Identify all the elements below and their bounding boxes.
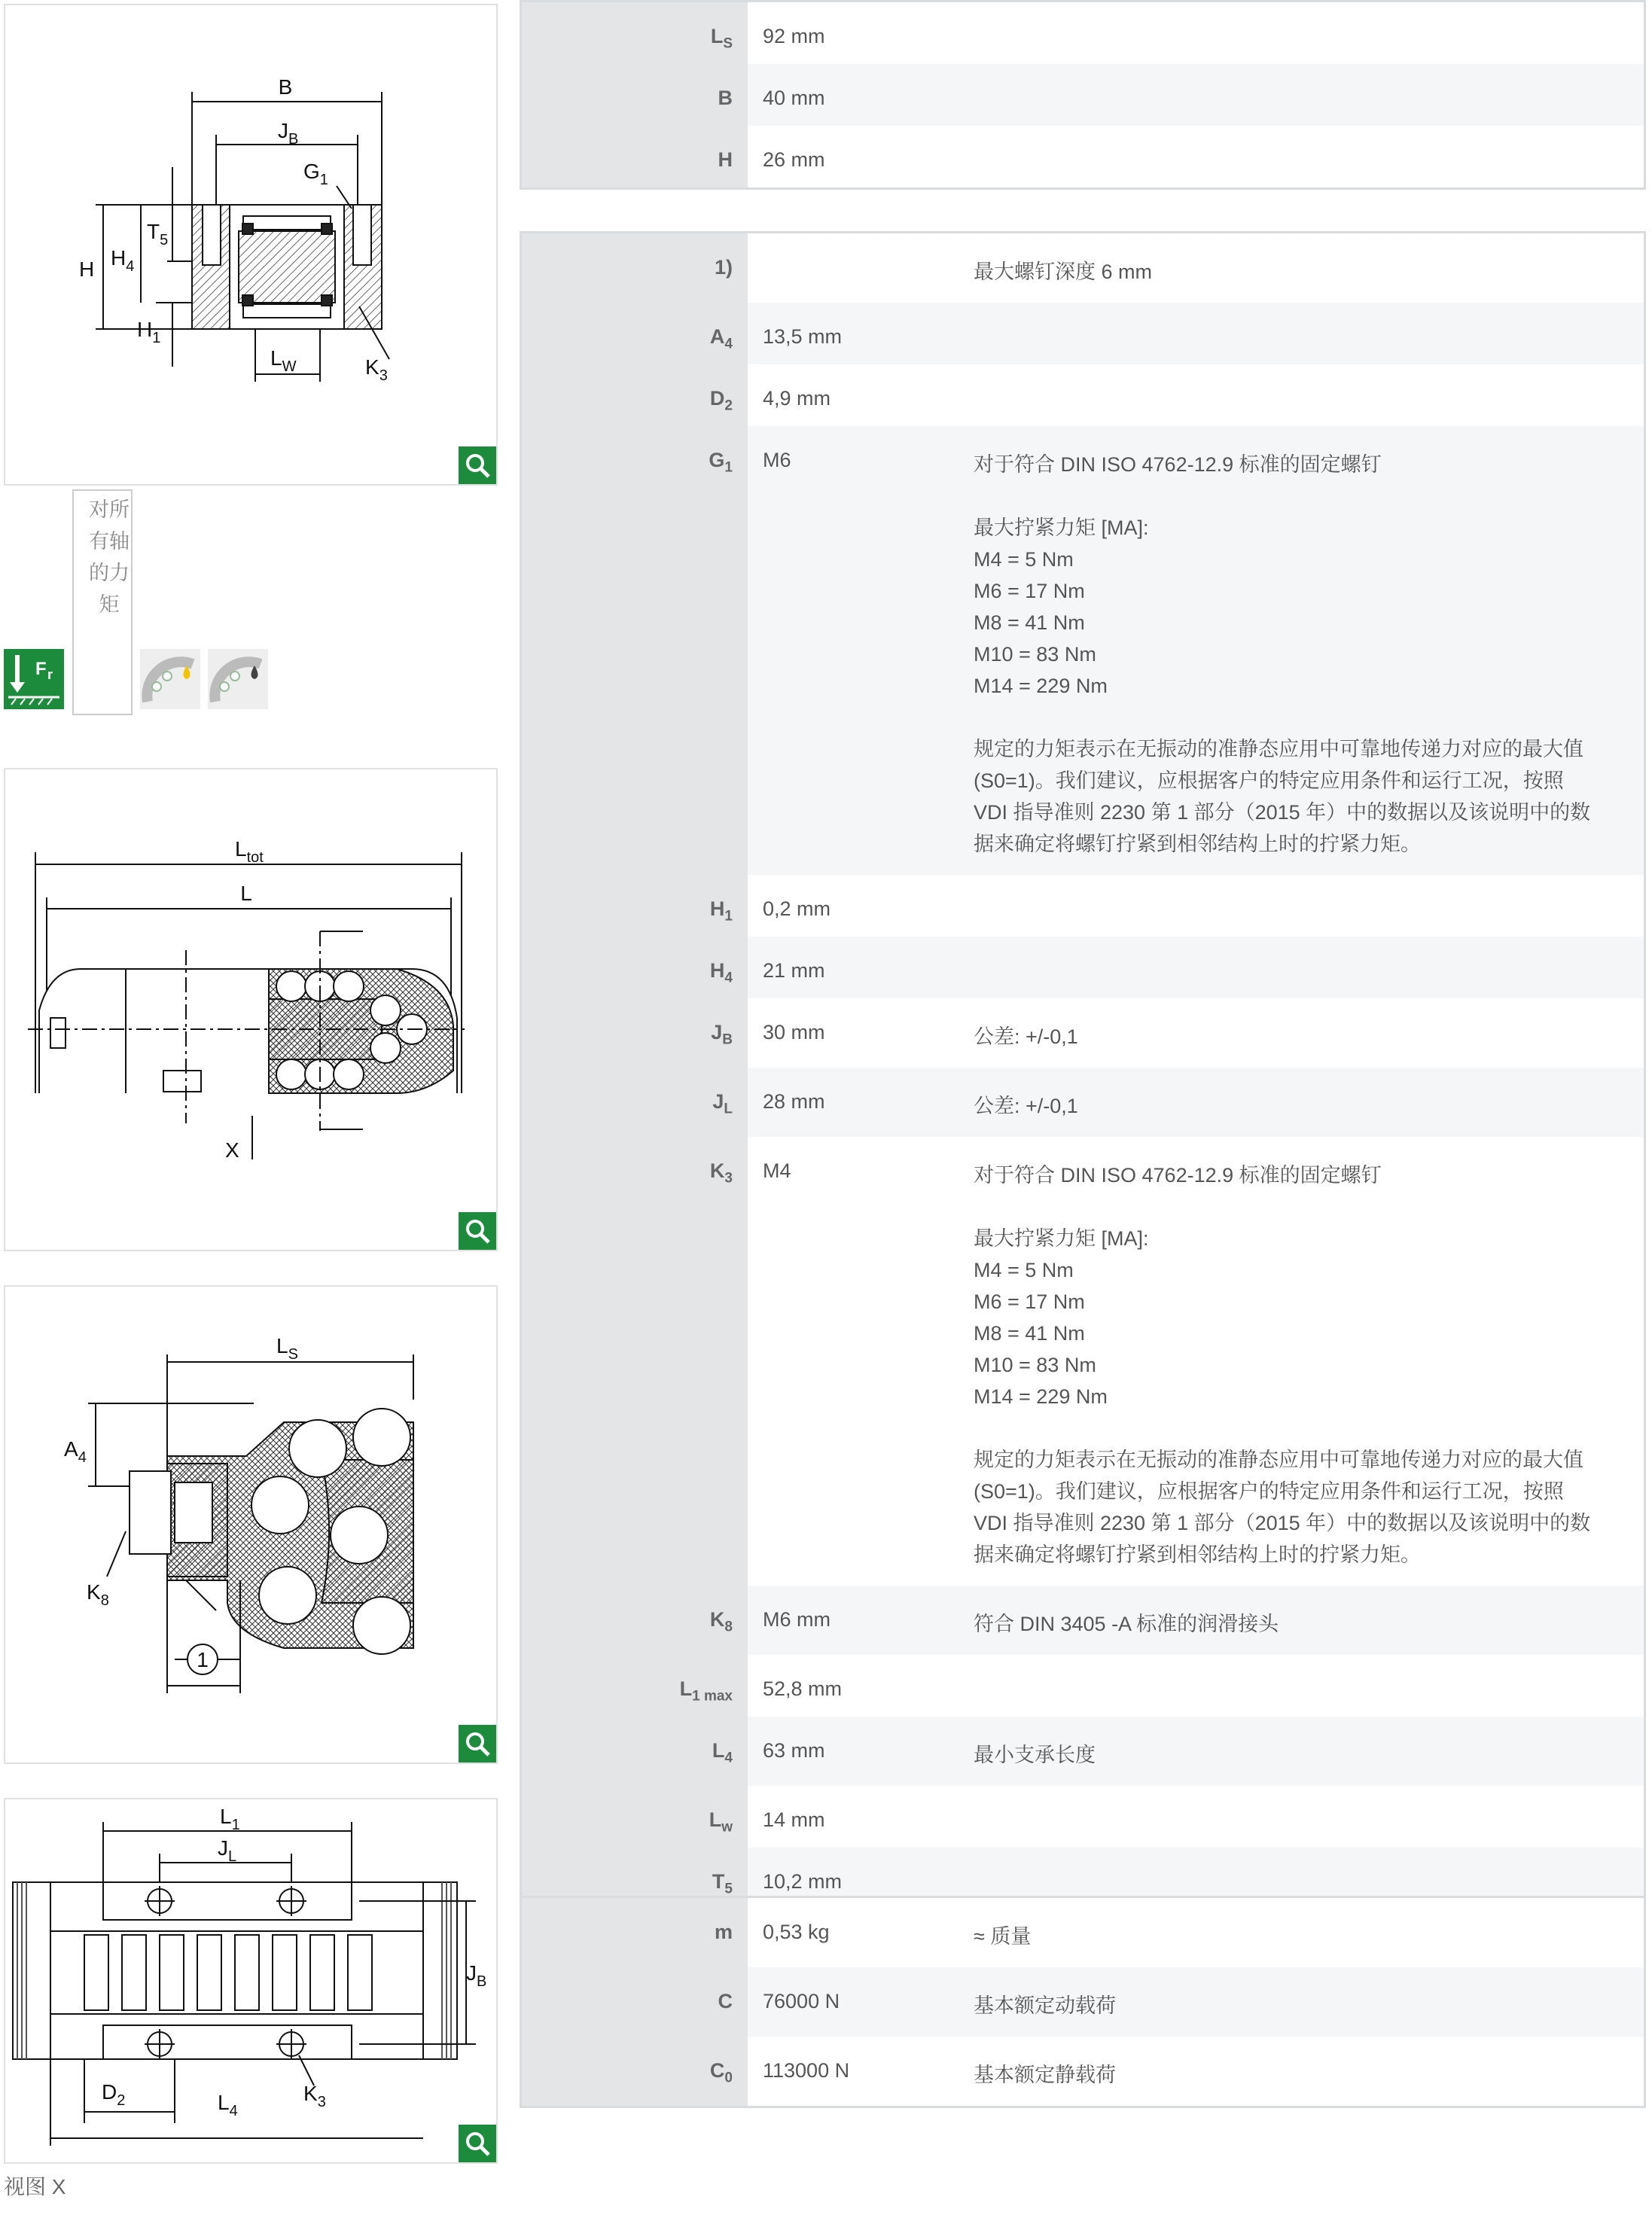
note-line: M6 = 17 Nm <box>974 1290 1085 1313</box>
value-cell: 76000 N <box>763 1990 840 2012</box>
note-line: 基本额定静载荷 <box>974 2064 1116 2086</box>
symbol-cell: $G_1$ <box>522 426 748 875</box>
symbol-cell: $C_0$ <box>522 2037 748 2106</box>
symbol-cell: H <box>522 126 748 187</box>
view-label-X: X <box>225 1138 239 1162</box>
note-cell <box>974 1717 1644 1786</box>
table-row <box>522 1655 1644 1717</box>
table-row <box>522 126 1644 187</box>
dim-label-Ltot: $L_{tot}$ <box>235 837 264 866</box>
note-line: VDI 指导准则 2230 第 1 部分（2015 年）中的数据以及该说明中的数 <box>974 1512 1591 1534</box>
table-row <box>522 1967 1644 2037</box>
value-cell: 10,2 mm <box>763 1870 843 1893</box>
symbol-cell: 1) <box>522 233 748 303</box>
table-row <box>522 426 1644 875</box>
grease-lubrication-icon <box>140 649 200 709</box>
note-line: 公差: +/-0,1 <box>974 1025 1078 1048</box>
table-row <box>522 937 1644 998</box>
dim-label-LW: $L_W$ <box>270 346 297 375</box>
dim-label-H4: $H_4$ <box>111 246 135 275</box>
callout-label-1: 1 <box>197 1648 209 1671</box>
note-line: 规定的力矩表示在无振动的准静态应用中可靠地传递力对应的最大值 <box>974 738 1583 760</box>
main-dimensions-table <box>520 0 1646 190</box>
note-cell <box>974 1586 1644 1655</box>
note-line: 最小支承长度 <box>974 1744 1096 1766</box>
note-line: 符合 DIN 3405 -A 标准的润滑接头 <box>974 1613 1279 1635</box>
symbol-cell: $K_3$ <box>522 1137 748 1586</box>
moment-all-axes-image: 对所有轴的力矩 <box>72 489 133 715</box>
zoom-icon[interactable] <box>459 1725 496 1763</box>
note-line: 最大拧紧力矩 [MA]: <box>974 1227 1149 1250</box>
note-cell <box>974 1068 1644 1137</box>
note-cell <box>974 1786 1644 1848</box>
note-line: M14 = 229 Nm <box>974 675 1108 697</box>
note-cell <box>974 64 1644 126</box>
note-cell <box>974 1898 1644 1967</box>
zoom-icon[interactable] <box>459 446 496 484</box>
table-row <box>522 303 1644 364</box>
symbol-cell: $H_1$ <box>522 875 748 937</box>
note-line: M4 = 5 Nm <box>974 1259 1074 1281</box>
table-row <box>522 1586 1644 1655</box>
svg-text:F: F <box>35 659 47 679</box>
note-line: M8 = 41 Nm <box>974 611 1085 634</box>
note-line: ≈ 质量 <box>974 1925 1032 1948</box>
note-line: 对于符合 DIN ISO 4762-12.9 标准的固定螺钉 <box>974 1164 1382 1187</box>
symbol-cell: $J_B$ <box>522 998 748 1068</box>
dim-label-L4: $L_4$ <box>218 2091 238 2119</box>
note-line: 基本额定动载荷 <box>974 1994 1116 2017</box>
value-cell: 30 mm <box>763 1021 825 1043</box>
symbol-cell: $J_L$ <box>522 1068 748 1137</box>
value-cell: 13,5 mm <box>763 325 843 348</box>
note-line: 公差: +/-0,1 <box>974 1095 1078 1117</box>
note-line: 据来确定将螺钉拧紧到相邻结构上时的拧紧力矩。 <box>974 1543 1421 1566</box>
value-cell <box>748 233 974 303</box>
dim-label-B: B <box>278 75 293 99</box>
note-cell <box>974 2037 1644 2106</box>
table-row <box>522 1717 1644 1786</box>
note-cell <box>974 998 1644 1068</box>
table-row <box>522 64 1644 126</box>
dim-label-JB: $J_B$ <box>278 119 299 148</box>
dim-label-K3: $K_3$ <box>365 355 388 384</box>
dim-label-LS: $L_S$ <box>276 1334 298 1363</box>
table-row <box>522 1068 1644 1137</box>
table-row <box>522 2 1644 64</box>
table-row <box>522 1898 1644 1967</box>
oil-lubrication-icon <box>208 649 268 709</box>
value-cell: M4 <box>763 1159 791 1182</box>
side-view-figure[interactable] <box>4 768 498 1251</box>
table-row <box>522 1786 1644 1848</box>
value-cell: 4,9 mm <box>763 387 831 410</box>
symbol-cell: $H_4$ <box>522 937 748 998</box>
note-line: M10 = 83 Nm <box>974 643 1096 666</box>
value-cell: 14 mm <box>763 1808 825 1831</box>
note-line: 最大拧紧力矩 [MA]: <box>974 516 1149 539</box>
note-line: 最大螺钉深度 6 mm <box>974 260 1153 283</box>
table-row <box>522 875 1644 937</box>
load-ratings-table <box>520 1896 1646 2108</box>
lubrication-detail-figure[interactable] <box>4 1285 498 1764</box>
value-cell: 63 mm <box>763 1739 825 1762</box>
dim-label-D2: $D_2$ <box>102 2080 126 2109</box>
note-cell <box>974 1655 1644 1717</box>
view-caption: 视图 X <box>4 2175 66 2198</box>
symbol-cell: B <box>522 64 748 126</box>
value-cell: 52,8 mm <box>763 1677 843 1700</box>
note-line: (S0=1)。我们建议，应根据客户的特定应用条件和运行工况，按照 <box>974 1480 1564 1503</box>
note-line <box>974 702 1636 733</box>
dim-label-L: L <box>240 882 252 905</box>
symbol-cell: $T_5$ <box>522 1848 748 1909</box>
note-cell <box>974 426 1644 875</box>
table-row <box>522 1137 1644 1586</box>
note-cell <box>974 303 1644 364</box>
dim-label-JB: $J_B$ <box>466 1961 487 1990</box>
value-cell: 0,53 kg <box>763 1921 830 1943</box>
note-line: M10 = 83 Nm <box>974 1354 1096 1376</box>
dim-label-T5: $T_5$ <box>147 220 169 248</box>
note-line: M4 = 5 Nm <box>974 548 1074 571</box>
value-cell: M6 <box>763 449 791 471</box>
zoom-icon[interactable] <box>459 1212 496 1250</box>
symbol-cell: $L_4$ <box>522 1717 748 1786</box>
top-view-drawing <box>5 1799 496 2162</box>
value-cell: 113000 N <box>763 2059 850 2082</box>
dim-label-A4: $A_4$ <box>64 1437 87 1466</box>
dim-label-K8: $K_8$ <box>87 1580 109 1609</box>
symbol-cell: m <box>522 1898 748 1967</box>
value-cell: M6 mm <box>763 1608 831 1631</box>
note-line: (S0=1)。我们建议，应根据客户的特定应用条件和运行工况，按照 <box>974 769 1564 792</box>
lubrication-detail-drawing <box>5 1287 496 1763</box>
note-cell <box>974 2 1644 64</box>
note-line: M6 = 17 Nm <box>974 580 1085 602</box>
top-view-figure[interactable] <box>4 1798 498 2164</box>
symbol-cell: C <box>522 1967 748 2037</box>
note-line <box>974 1412 1636 1444</box>
side-view-drawing <box>5 769 496 1250</box>
note-line <box>974 480 1636 512</box>
note-cell <box>974 1967 1644 2037</box>
symbol-cell: $A_4$ <box>522 303 748 364</box>
value-cell: 92 mm <box>763 25 825 47</box>
dim-label-G1: $G_1$ <box>303 160 328 188</box>
svg-text:r: r <box>47 667 53 682</box>
value-cell: 0,2 mm <box>763 897 831 920</box>
radial-load-icon <box>4 649 64 709</box>
note-cell <box>974 937 1644 998</box>
symbol-cell: $K_8$ <box>522 1586 748 1655</box>
symbol-cell: $L_S$ <box>522 2 748 64</box>
zoom-icon[interactable] <box>459 2125 496 2162</box>
cross-section-drawing <box>5 5 496 484</box>
value-cell: 26 mm <box>763 148 825 171</box>
note-cell <box>974 233 1644 303</box>
note-line: M8 = 41 Nm <box>974 1322 1085 1345</box>
note-line: 规定的力矩表示在无振动的准静态应用中可靠地传递力对应的最大值 <box>974 1449 1583 1471</box>
symbol-cell: $L_{1 max}$ <box>522 1655 748 1717</box>
note-cell <box>974 126 1644 187</box>
dim-label-L1: $L_1$ <box>220 1805 240 1833</box>
note-line: 据来确定将螺钉拧紧到相邻结构上时的拧紧力矩。 <box>974 833 1421 855</box>
table-row <box>522 2037 1644 2106</box>
mounting-dimensions-table <box>520 231 1646 1912</box>
note-line <box>974 1191 1636 1223</box>
symbol-cell: $L_w$ <box>522 1786 748 1848</box>
table-row <box>522 998 1644 1068</box>
value-cell: 28 mm <box>763 1090 825 1113</box>
note-line: 对于符合 DIN ISO 4762-12.9 标准的固定螺钉 <box>974 453 1382 476</box>
table-row <box>522 364 1644 426</box>
value-cell: 40 mm <box>763 87 825 109</box>
dim-label-H1: $H_1$ <box>137 318 161 346</box>
symbol-cell: $D_2$ <box>522 364 748 426</box>
note-line: M14 = 229 Nm <box>974 1385 1108 1408</box>
dim-label-H: H <box>79 257 95 281</box>
cross-section-figure[interactable] <box>4 4 498 486</box>
table-row <box>522 233 1644 303</box>
note-cell <box>974 1137 1644 1586</box>
dim-label-JL: $J_L$ <box>218 1836 237 1865</box>
note-cell <box>974 364 1644 426</box>
note-line: VDI 指导准则 2230 第 1 部分（2015 年）中的数据以及该说明中的数 <box>974 801 1591 824</box>
note-cell <box>974 875 1644 937</box>
value-cell: 21 mm <box>763 959 825 982</box>
dim-label-K3: $K_3$ <box>303 2082 326 2110</box>
